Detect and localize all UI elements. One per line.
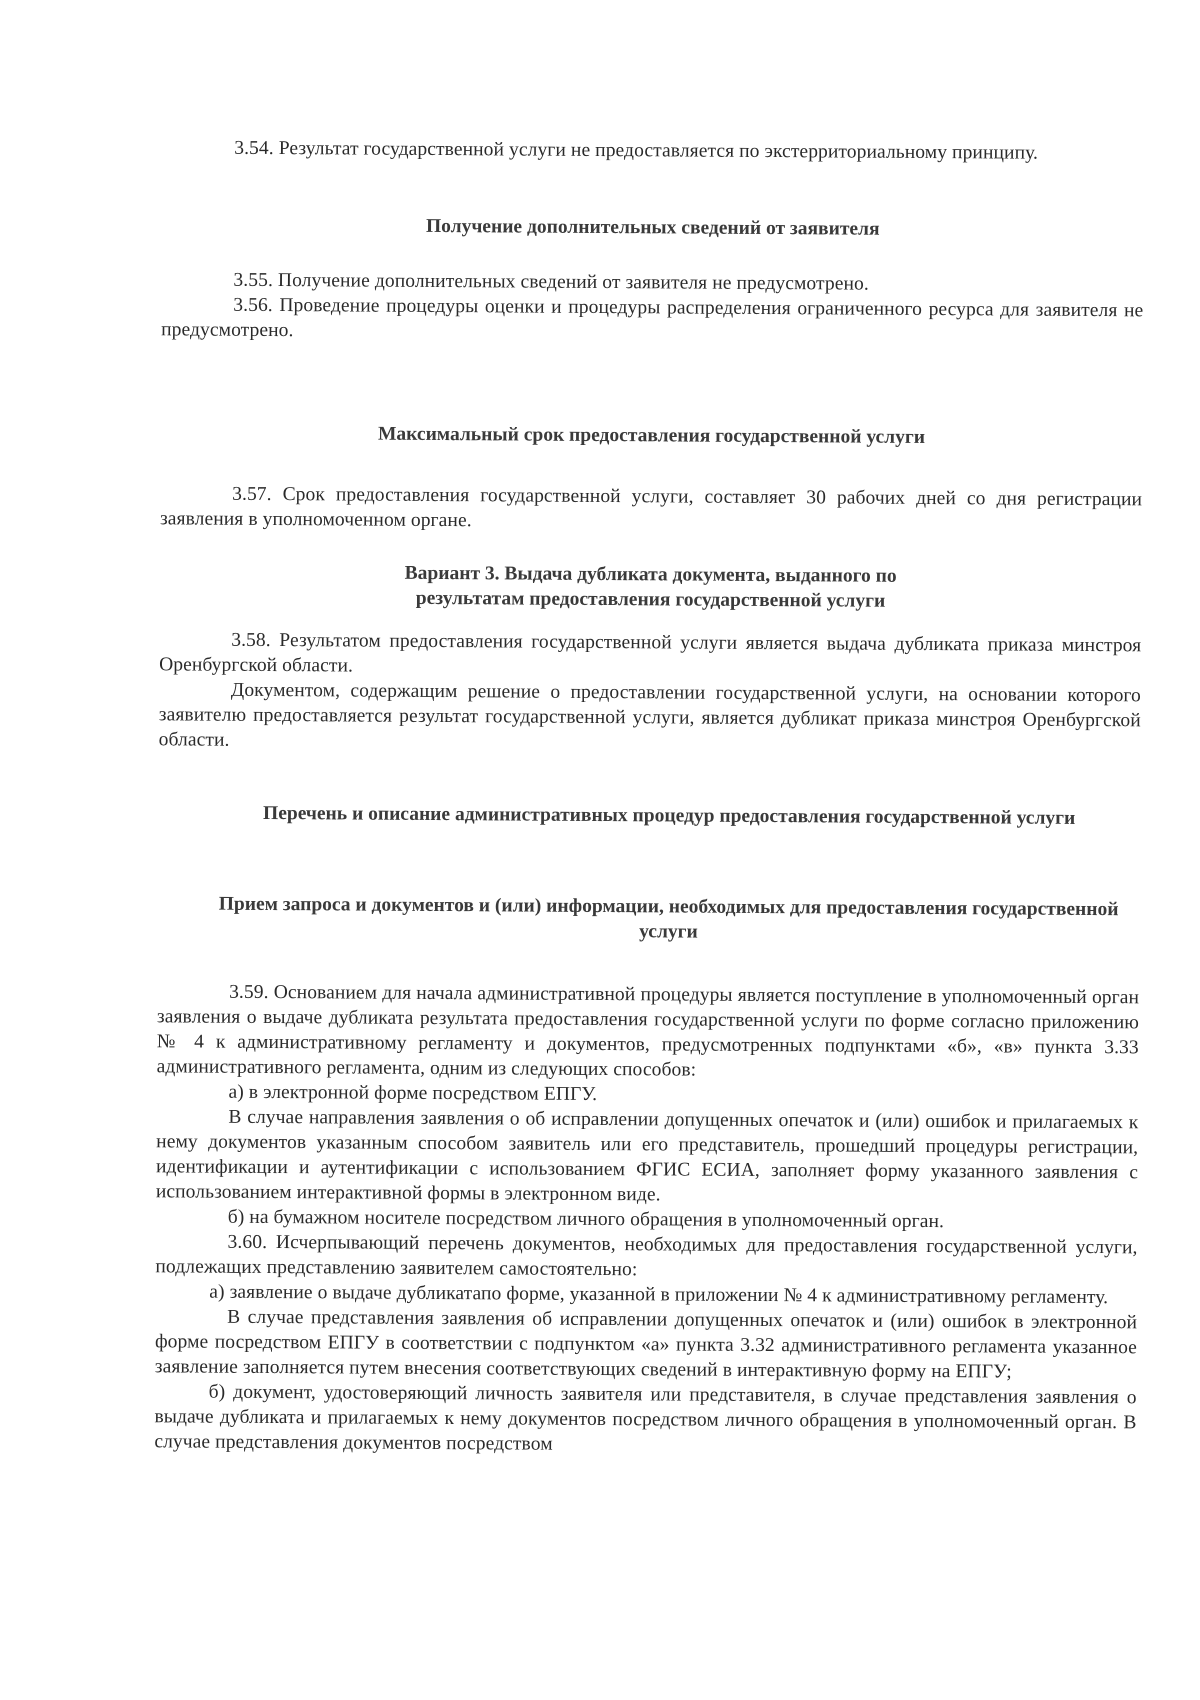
paragraph-3-55: 3.55. Получение дополнительных сведений от заявителя не предусмотрено. xyxy=(233,269,869,295)
heading-reception: Прием запроса и документов и (или) информации, необходимых для предоставления государственной услуги xyxy=(218,893,1119,943)
paragraph-3-60: 3.60. Исчерпывающий перечень документов, необходимых для предоставления государственной услуги, подлежащих представлению заявителем самостоятельно: xyxy=(155,1231,1138,1281)
paragraph-3-57: 3.57. Срок предоставления государственной услуги, составляет 30 рабочих дней со дня регистрации заявления в уполномоченном органе. xyxy=(159,483,1143,532)
paragraph-3-59-case: В случае направления заявления о об исправлении допущенных опечаток и (или) ошибок и прилагаемых к нему документов указанным способом заявитель или его представитель, прошедший процедуры регистрации, идентификации и аутентификации с использованием ФГИС ЕСИА, заполняет форму указанного заявления с использованием интерактивной формы в электронном виде. xyxy=(155,1106,1139,1206)
paragraph-3-60-case: В случае представления заявления об исправлении допущенных опечаток и (или) ошибок в электронной форме посредством ЕПГУ в соответствии с подпунктом «а» пункта 3.32 административного регламента указанное заявление заполняется путем внесения соответствующих сведений в интерактивную форму на ЕПГУ; xyxy=(154,1306,1138,1383)
paragraph-3-59-b: б) на бумажном носителе посредством личного обращения в уполномоченный орган. xyxy=(227,1206,945,1233)
paragraph-3-58-document: Документом, содержащим решение о предоставлении государственной услуги, на основании которого заявителю предоставляется результат государственной услуги, является дубликат приказа минстроя Оренбургской области. xyxy=(158,679,1142,751)
paragraph-3-54: 3.54. Результат государственной услуги не предоставляется по экстерриториальному принципу. xyxy=(234,137,1039,164)
paragraph-3-59-a: а) в электронной форме посредством ЕПГУ. xyxy=(228,1081,598,1105)
paragraph-3-60-b: б) документ, удостоверяющий личность заявителя или представителя, в случае представления заявления о выдаче дубликата и прилагаемых к нему документов посредством личного обращения в уполномоченный орган. В случае представления документов посредством xyxy=(154,1381,1137,1455)
paragraph-3-56: 3.56. Проведение процедуры оценки и процедуры распределения ограниченного ресурса для заявителя не предусмотрено. xyxy=(161,294,1144,342)
paragraph-3-58: 3.58. Результатом предоставления государственной услуги является выдача дубликата приказа минстроя Оренбургской области. xyxy=(159,629,1142,677)
heading-procedures-list: Перечень и описание административных процедур предоставления государственной услуги xyxy=(263,802,1076,829)
paragraph-3-60-a: а) заявление о выдаче дубликатапо форме, указанной в приложении № 4 к административному регламенту. xyxy=(209,1281,1109,1309)
paragraph-3-59: 3.59. Основанием для начала административной процедуры является поступление в уполномоченный орган заявления о выдаче дубликата результата предоставления государственной услуги по форме согласно приложению № 4 к административному регламенту и документов, предусмотренных подпунктами «б», «в» пункта 3.33 административного регламента, одним из следующих способов: xyxy=(156,981,1140,1081)
heading-additional-info: Получение дополнительных сведений от заявителя xyxy=(425,215,880,240)
heading-variant-3-line-1: Вариант 3. Выдача дубликата документа, выданного по xyxy=(404,562,897,587)
heading-max-term: Максимальный срок предоставления государственной услуги xyxy=(377,423,926,448)
heading-variant-3-line-2: результатам предоставления государственной услуги xyxy=(415,587,886,612)
